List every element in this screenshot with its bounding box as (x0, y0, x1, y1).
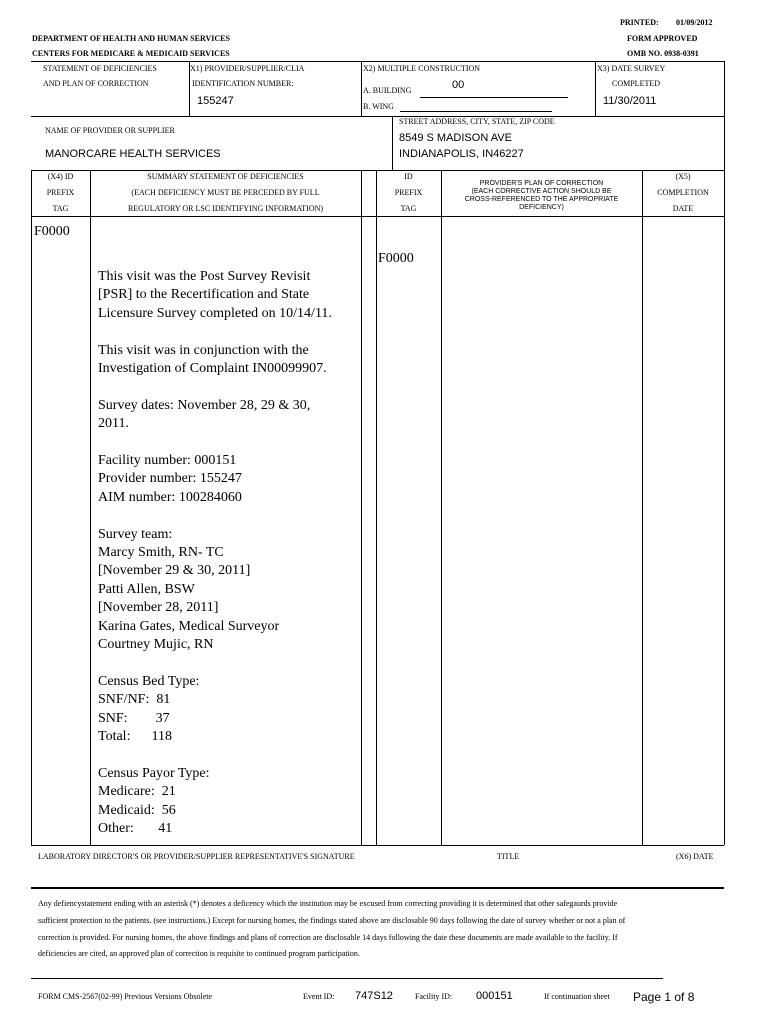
identification-label: IDENTIFICATION NUMBER: (192, 79, 294, 88)
disclosure-footnote: Any defiencystatement ending with an asterisk (*) denotes a deficency which the institution may be excused from correcting providing it is determined that other safegaurds provide sufficient protection to the patients. (see instructions.) Except for nursing homes, the findings stated above are disclosable 90 days following the date of survey whether or not a plan of correction is provided. For nursing homes, the above findings and plans of correction are disclosable 14 days following the date these documents are made available to the facility. If deficiencies are cited, an approved plan of correction is requisite to continued program participation. (38, 899, 626, 959)
date-completed: 11/30/2011 (603, 95, 657, 107)
narrative-block (98, 673, 358, 747)
rule (724, 170, 725, 845)
page-number: Page 1 of 8 (633, 990, 695, 1004)
rule (642, 170, 643, 845)
narrative-block (98, 342, 358, 379)
rule (31, 170, 724, 171)
narrative-line: [November 29 & 30, 2011] (98, 563, 251, 579)
x3-label: X3) DATE SURVEY (597, 64, 666, 73)
statement-label: STATEMENT OF DEFICIENCIES (43, 64, 157, 73)
building-underline (420, 97, 568, 98)
summary-label: SUMMARY STATEMENT OF DEFICIENCIES (147, 172, 304, 181)
omb-number: OMB NO. 0938-0391 (627, 49, 699, 58)
address-label: STREET ADDRESS, CITY, STATE, ZIP CODE (399, 117, 555, 126)
narrative-line: Licensure Survey completed on 10/14/11. (98, 305, 332, 321)
id-label: ID (404, 172, 413, 181)
narrative-line: Survey team: (98, 526, 173, 542)
narrative-line: 2011. (98, 416, 129, 432)
building-value: 00 (452, 79, 465, 91)
rule (361, 61, 362, 116)
rule (31, 116, 724, 117)
rule (724, 61, 725, 171)
narrative-line: SNF: 37 (98, 710, 170, 726)
provider-id: 155247 (197, 95, 234, 107)
plan-label-1: PROVIDER'S PLAN OF CORRECTION (479, 180, 604, 187)
department-heading: DEPARTMENT OF HEALTH AND HUMAN SERVICES (32, 34, 230, 43)
printed-label: PRINTED: (620, 18, 659, 27)
plan-label-2: (EACH CORRECTIVE ACTION SHOULD BE (471, 188, 612, 195)
signature-label: LABORATORY DIRECTOR'S OR PROVIDER/SUPPLIER REPRESENTATIVE'S SIGNATURE (38, 852, 355, 861)
x4-label: (X4) ID (47, 172, 74, 181)
summary-note-2: REGULATORY OR LSC IDENTIFYING INFORMATION) (127, 204, 324, 213)
plan-label-3: CROSS-REFERENCED TO THE APPROPRIATE (464, 196, 619, 203)
continuation-label: If continuation sheet (544, 992, 610, 1001)
completed-label: COMPLETED (612, 79, 660, 88)
narrative-block (98, 268, 358, 323)
narrative-line: Courtney Mujic, RN (98, 637, 214, 653)
completion-label: COMPLETION (657, 188, 709, 197)
address-line-2: INDIANAPOLIS, IN46227 (399, 148, 524, 160)
form-number: FORM CMS-2567(02-99) Previous Versions Obsolete (38, 992, 213, 1001)
event-id-label: Event ID: (303, 992, 335, 1001)
left-tag: F0000 (34, 224, 70, 239)
plan-header (441, 180, 642, 212)
x4-tag: TAG (52, 204, 69, 213)
narrative-line: Investigation of Complaint IN00099907. (98, 361, 327, 377)
printed-date: 01/09/2012 (676, 18, 713, 27)
narrative-line: Patti Allen, BSW (98, 581, 195, 597)
rule (31, 216, 724, 217)
narrative-line: Provider number: 155247 (98, 471, 242, 487)
title-label: TITLE (497, 852, 520, 861)
event-id: 747S12 (355, 990, 393, 1002)
narrative-line: Marcy Smith, RN- TC (98, 545, 224, 561)
narrative-line: This visit was in conjunction with the (98, 342, 309, 358)
rule (441, 170, 442, 845)
facility-id: 000151 (476, 990, 513, 1002)
narrative-block (98, 452, 358, 507)
id-prefix: PREFIX (394, 188, 423, 197)
provider-name-label: NAME OF PROVIDER OR SUPPLIER (45, 126, 175, 135)
narrative-line: Karina Gates, Medical Surveyor (98, 618, 280, 634)
rule (392, 116, 393, 170)
x5-label: (X5) (675, 172, 691, 181)
provider-name: MANORCARE HEALTH SERVICES (45, 148, 221, 160)
rule (595, 61, 596, 116)
narrative-line: Total: 118 (98, 729, 172, 745)
rule (31, 887, 724, 889)
narrative-line: Medicare: 21 (98, 784, 176, 800)
narrative-line: Census Payor Type: (98, 765, 210, 781)
plan-label-4: DEFICIENCY) (519, 204, 564, 211)
narrative-line: Survey dates: November 28, 29 & 30, (98, 397, 311, 413)
address-line-1: 8549 S MADISON AVE (399, 132, 512, 144)
centers-heading: CENTERS FOR MEDICARE & MEDICAID SERVICES (32, 49, 230, 58)
narrative-line: [PSR] to the Recertification and State (98, 287, 310, 303)
summary-note-1: (EACH DEFICIENCY MUST BE PERCEDED BY FULL (131, 188, 320, 197)
narrative-line: AIM number: 100284060 (98, 489, 242, 505)
facility-id-label: Facility ID: (415, 992, 453, 1001)
narrative-line: [November 28, 2011] (98, 600, 219, 616)
wing-underline (400, 111, 552, 112)
deficiency-narrative (98, 268, 358, 857)
id-tag: TAG (400, 204, 417, 213)
x1-label: X1) PROVIDER/SUPPLIER/CLIA (190, 64, 305, 73)
building-label: A. BUILDING (363, 86, 412, 95)
rule (376, 170, 377, 845)
rule (31, 61, 724, 62)
plan-label: AND PLAN OF CORRECTION (43, 79, 149, 88)
x4-prefix: PREFIX (46, 188, 75, 197)
rule (361, 170, 362, 845)
narrative-line: SNF/NF: 81 (98, 692, 171, 708)
narrative-block (98, 397, 358, 434)
date-label: DATE (672, 204, 694, 213)
x2-label: X2) MULTIPLE CONSTRUCTION (363, 64, 481, 73)
narrative-line: Census Bed Type: (98, 673, 200, 689)
narrative-line: Facility number: 000151 (98, 453, 237, 469)
form-approved: FORM APPROVED (627, 34, 698, 43)
rule (31, 170, 32, 845)
wing-label: B. WING (363, 102, 394, 111)
rule (90, 170, 91, 845)
narrative-line: Medicaid: 56 (98, 802, 176, 818)
x6-date-label: (X6) DATE (676, 852, 714, 861)
narrative-line: This visit was the Post Survey Revisit (98, 269, 311, 284)
right-tag: F0000 (378, 251, 414, 266)
narrative-block (98, 526, 358, 655)
narrative-line: Other: 41 (98, 821, 173, 837)
rule (31, 978, 663, 979)
narrative-block (98, 765, 358, 839)
